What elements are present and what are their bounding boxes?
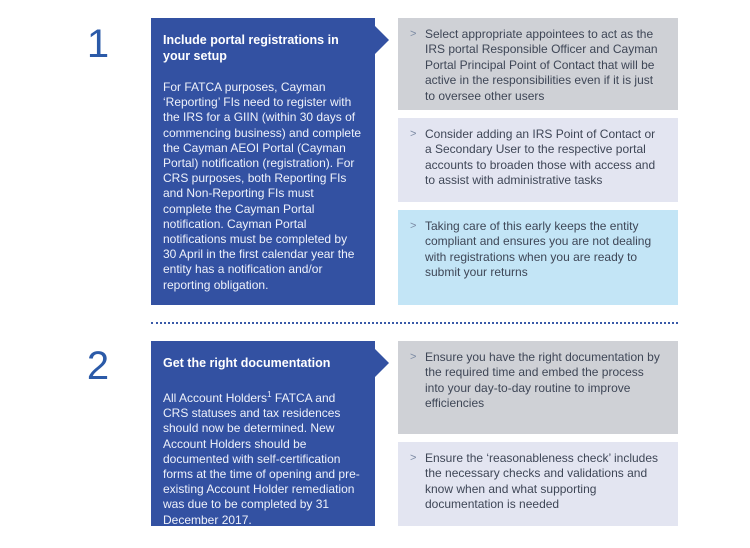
section-2-pointer-arrow [375, 349, 389, 377]
chevron-right-icon: > [410, 452, 417, 464]
section-2-point-2 [398, 442, 678, 526]
section-1-title: Include portal registrations in your setup [163, 33, 339, 63]
section-2-point-1 [398, 341, 678, 434]
section-number-1: 1 [86, 22, 110, 66]
point-text: Consider adding an IRS Point of Contact or a Secondary User to the respective portal accounts to broaden those with access and to assist with administrative tasks [425, 127, 656, 188]
chevron-right-icon: > [410, 128, 417, 140]
chevron-right-icon: > [410, 351, 417, 363]
body-text-rest: FATCA and CRS statuses and tax residences should now be determined. New Account Holders should be documented with self-certification forms at the time of opening and pre-existing Account Holder remediation was due to be completed by 31 December 2017. [163, 391, 360, 527]
section-1-point-3 [398, 210, 678, 305]
section-number-2: 2 [86, 344, 110, 388]
section-2-main-box [151, 341, 375, 526]
point-text: Select appropriate appointees to act as the IRS portal Responsible Officer and Cayman Portal Principal Point of Contact that will be active in the responsibilities even if it is just to oversee other users [425, 27, 658, 103]
chevron-right-icon: > [410, 220, 417, 232]
point-text: Taking care of this early keeps the entity compliant and ensures you are not dealing with registrations when you are ready to submit your returns [425, 219, 652, 280]
section-2-title: Get the right documentation [163, 356, 331, 370]
chevron-right-icon: > [410, 28, 417, 40]
section-2-body [163, 387, 363, 528]
section-1-point-1 [398, 18, 678, 110]
section-1-body: For FATCA purposes, Cayman ‘Reporting’ FIs need to register with the IRS for a GIIN (within 30 days of commencing business) and complete the Cayman AEOI Portal (Cayman Portal) notification (registration). For CRS purposes, both Reporting FIs and Non-Reporting FIs must complete the Cayman Portal notification. Cayman Portal notifications must be completed by 30 April in the first calendar year the entity has a notification and/or reporting obligation. [163, 80, 362, 292]
point-text: Ensure you have the right documentation by the required time and embed the process into your day-to-day routine to improve efficiencies [425, 350, 660, 411]
section-divider [151, 322, 678, 324]
point-text: Ensure the ‘reasonableness check’ includes the necessary checks and validations and know when and what supporting documentation is needed [425, 451, 659, 512]
section-1-pointer-arrow [375, 26, 389, 54]
footnote-marker: 1 [267, 390, 272, 399]
section-1-main-box [151, 18, 375, 305]
body-text-start: All Account Holders [163, 391, 268, 405]
section-1-point-2 [398, 118, 678, 202]
